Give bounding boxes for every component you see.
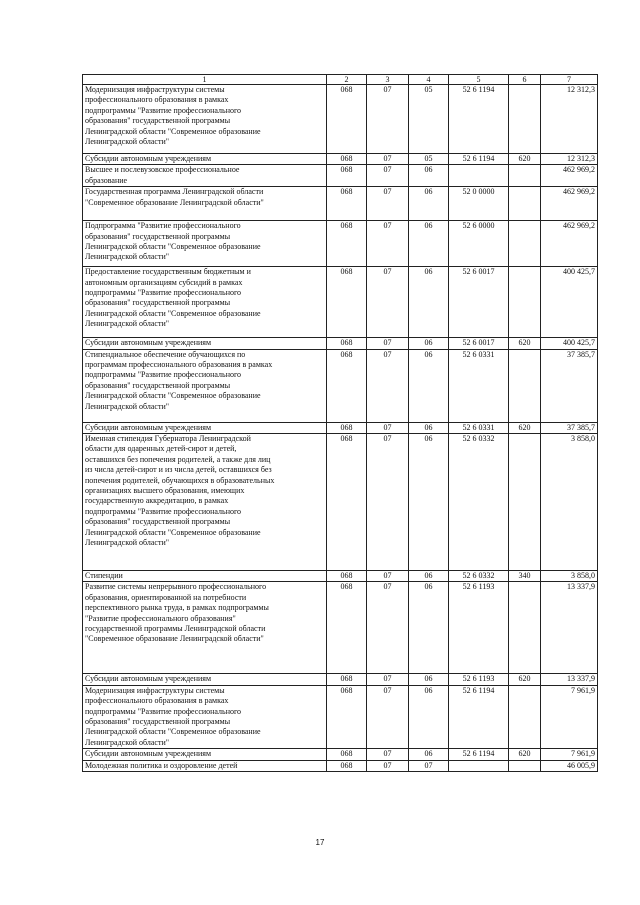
row-col-7: 3 858,0 <box>541 434 598 571</box>
row-col-5 <box>449 165 509 187</box>
row-description: Высшее и послевузовское профессиональное образование <box>83 165 327 187</box>
row-col-6 <box>509 582 541 674</box>
row-col-2: 068 <box>327 154 367 165</box>
row-description: Субсидии автономным учреждениям <box>83 154 327 165</box>
table-row <box>83 338 598 349</box>
table-row <box>83 434 598 571</box>
header-col-2: 2 <box>327 75 367 85</box>
row-col-6: 620 <box>509 338 541 349</box>
row-col-4: 06 <box>409 571 449 582</box>
row-col-4: 06 <box>409 338 449 349</box>
row-col-2: 068 <box>327 674 367 685</box>
row-col-7: 462 969,2 <box>541 221 598 267</box>
row-col-3: 07 <box>367 434 409 571</box>
row-col-7: 462 969,2 <box>541 187 598 221</box>
table-row <box>83 685 598 748</box>
row-col-5: 52 6 1194 <box>449 685 509 748</box>
row-col-3: 07 <box>367 749 409 760</box>
row-col-3: 07 <box>367 165 409 187</box>
header-col-5: 5 <box>449 75 509 85</box>
row-col-2: 068 <box>327 349 367 422</box>
header-col-7: 7 <box>541 75 598 85</box>
row-col-5: 52 6 1193 <box>449 674 509 685</box>
row-col-4: 06 <box>409 221 449 267</box>
row-col-5: 52 6 0332 <box>449 434 509 571</box>
row-col-2: 068 <box>327 685 367 748</box>
table-row <box>83 221 598 267</box>
table-row <box>83 571 598 582</box>
row-col-7: 7 961,9 <box>541 749 598 760</box>
row-col-7: 12 312,3 <box>541 154 598 165</box>
row-col-3: 07 <box>367 760 409 771</box>
row-col-3: 07 <box>367 221 409 267</box>
header-col-3: 3 <box>367 75 409 85</box>
row-col-2: 068 <box>327 165 367 187</box>
row-col-6 <box>509 85 541 154</box>
row-col-6 <box>509 165 541 187</box>
header-col-4: 4 <box>409 75 449 85</box>
row-col-4: 07 <box>409 760 449 771</box>
row-description: Государственная программа Ленинградской области "Современное образование Ленинградской области" <box>83 187 327 221</box>
row-col-2: 068 <box>327 422 367 433</box>
row-col-2: 068 <box>327 749 367 760</box>
row-col-3: 07 <box>367 338 409 349</box>
row-col-5: 52 0 0000 <box>449 187 509 221</box>
row-col-4: 06 <box>409 674 449 685</box>
row-col-7: 46 005,9 <box>541 760 598 771</box>
row-col-4: 06 <box>409 187 449 221</box>
row-description: Подпрограмма "Развитие профессионального образования" государственной программы Ленинградской области "Современное образование Ленинградской области" <box>83 221 327 267</box>
page-number: 17 <box>315 838 325 847</box>
row-col-2: 068 <box>327 85 367 154</box>
row-col-3: 07 <box>367 422 409 433</box>
row-col-2: 068 <box>327 267 367 338</box>
row-col-3: 07 <box>367 582 409 674</box>
header-col-1: 1 <box>83 75 327 85</box>
row-col-6 <box>509 434 541 571</box>
row-description: Стипендии <box>83 571 327 582</box>
row-col-3: 07 <box>367 267 409 338</box>
table-row <box>83 85 598 154</box>
table-row <box>83 349 598 422</box>
row-col-5: 52 6 1194 <box>449 154 509 165</box>
table-header-row <box>83 75 598 85</box>
row-col-2: 068 <box>327 582 367 674</box>
table-body <box>83 85 598 772</box>
row-col-7: 7 961,9 <box>541 685 598 748</box>
row-col-3: 07 <box>367 85 409 154</box>
row-col-2: 068 <box>327 760 367 771</box>
row-description: Стипендиальное обеспечение обучающихся по программам профессионального образования в рамках подпрограммы "Развитие профессионального образования" государственной программы Ленинградской области "Современное образование Ленинградской области" <box>83 349 327 422</box>
row-description: Предоставление государственным бюджетным и автономным организациям субсидий в рамках подпрограммы "Развитие профессионального образования" государственной программы Ленинградской области "Современное образование Ленинградской области" <box>83 267 327 338</box>
row-col-2: 068 <box>327 187 367 221</box>
row-col-6: 620 <box>509 422 541 433</box>
row-col-4: 05 <box>409 154 449 165</box>
table-row <box>83 187 598 221</box>
row-col-4: 06 <box>409 422 449 433</box>
table-row <box>83 154 598 165</box>
row-col-7: 12 312,3 <box>541 85 598 154</box>
row-description: Именная стипендия Губернатора Ленинградской области для одаренных детей-сирот и детей, оставшихся без попечения родителей, а также для лиц из числа детей-сирот и из числа детей, оставшихся без попечения родителей, обучающихся в образовательных организациях высшего образования, имеющих государственную аккредитацию, в рамках подпрограммы "Развитие профессионального образования" государственной программы Ленинградской области "Современное образование Ленинградской области" <box>83 434 327 571</box>
row-description: Модернизация инфраструктуры системы профессионального образования в рамках подпрограммы "Развитие профессионального образования" государственной программы Ленинградской области "Современное образование Ленинградской области" <box>83 85 327 154</box>
row-col-7: 3 858,0 <box>541 571 598 582</box>
row-col-3: 07 <box>367 187 409 221</box>
row-col-6 <box>509 187 541 221</box>
row-col-6 <box>509 267 541 338</box>
row-col-5: 52 6 0000 <box>449 221 509 267</box>
row-col-4: 05 <box>409 85 449 154</box>
row-description: Молодежная политика и оздоровление детей <box>83 760 327 771</box>
row-col-6: 620 <box>509 674 541 685</box>
row-col-6: 340 <box>509 571 541 582</box>
row-col-5: 52 6 1194 <box>449 85 509 154</box>
row-col-5: 52 6 1194 <box>449 749 509 760</box>
row-col-3: 07 <box>367 154 409 165</box>
row-col-4: 06 <box>409 434 449 571</box>
row-col-3: 07 <box>367 571 409 582</box>
table-row <box>83 760 598 771</box>
row-col-5 <box>449 760 509 771</box>
row-col-7: 37 385,7 <box>541 349 598 422</box>
row-col-7: 462 969,2 <box>541 165 598 187</box>
table-row <box>83 582 598 674</box>
row-col-5: 52 6 0017 <box>449 338 509 349</box>
row-col-5: 52 6 0331 <box>449 422 509 433</box>
table-row <box>83 674 598 685</box>
row-description: Субсидии автономным учреждениям <box>83 674 327 685</box>
table-row <box>83 267 598 338</box>
row-col-3: 07 <box>367 674 409 685</box>
budget-table <box>82 74 598 772</box>
row-col-4: 06 <box>409 749 449 760</box>
row-col-3: 07 <box>367 349 409 422</box>
row-col-4: 06 <box>409 685 449 748</box>
row-col-5: 52 6 0331 <box>449 349 509 422</box>
header-col-6: 6 <box>509 75 541 85</box>
row-col-6 <box>509 760 541 771</box>
row-col-6 <box>509 685 541 748</box>
row-col-6 <box>509 221 541 267</box>
row-col-5: 52 6 1193 <box>449 582 509 674</box>
row-col-5: 52 6 0332 <box>449 571 509 582</box>
table-row <box>83 749 598 760</box>
row-col-4: 06 <box>409 267 449 338</box>
row-col-3: 07 <box>367 685 409 748</box>
row-col-2: 068 <box>327 221 367 267</box>
row-col-7: 13 337,9 <box>541 674 598 685</box>
row-description: Субсидии автономным учреждениям <box>83 338 327 349</box>
row-col-4: 06 <box>409 349 449 422</box>
row-description: Развитие системы непрерывного профессионального образования, ориентированной на потребности перспективного рынка труда, в рамках подпрограммы "Развитие профессионального образования" государственной программы Ленинградской области "Современное образование Ленинградской области" <box>83 582 327 674</box>
row-col-7: 400 425,7 <box>541 267 598 338</box>
row-col-4: 06 <box>409 582 449 674</box>
table-row <box>83 165 598 187</box>
row-col-2: 068 <box>327 434 367 571</box>
row-col-2: 068 <box>327 338 367 349</box>
row-col-6: 620 <box>509 749 541 760</box>
row-description: Субсидии автономным учреждениям <box>83 749 327 760</box>
row-col-7: 400 425,7 <box>541 338 598 349</box>
row-col-6: 620 <box>509 154 541 165</box>
row-col-7: 37 385,7 <box>541 422 598 433</box>
row-description: Субсидии автономным учреждениям <box>83 422 327 433</box>
row-description: Модернизация инфраструктуры системы профессионального образования в рамках подпрограммы "Развитие профессионального образования" государственной программы Ленинградской области "Современное образование Ленинградской области" <box>83 685 327 748</box>
table-row <box>83 422 598 433</box>
row-col-2: 068 <box>327 571 367 582</box>
row-col-6 <box>509 349 541 422</box>
row-col-4: 06 <box>409 165 449 187</box>
row-col-7: 13 337,9 <box>541 582 598 674</box>
row-col-5: 52 6 0017 <box>449 267 509 338</box>
